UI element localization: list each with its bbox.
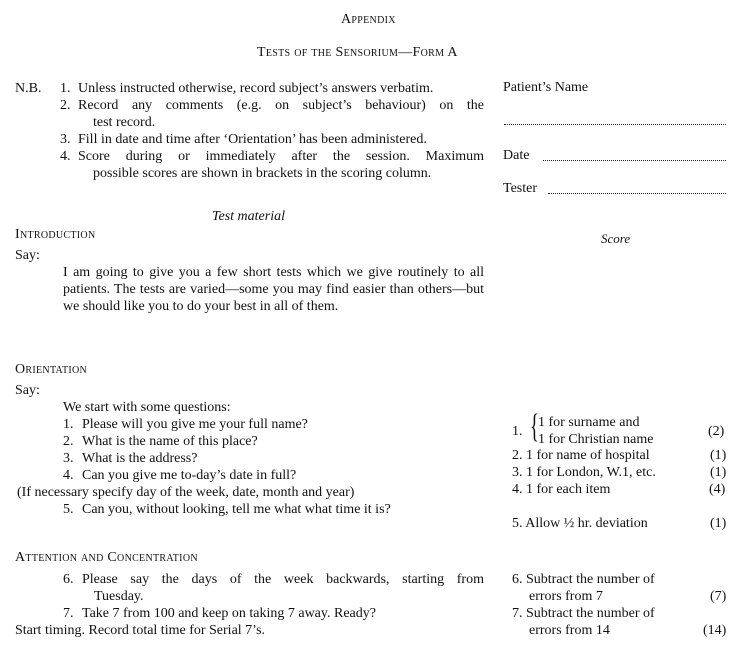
test-material-label: Test material — [212, 209, 285, 224]
score-7-max: (14) — [703, 623, 727, 638]
nb-item-1-num: 1. — [60, 81, 71, 96]
patient-name-field[interactable] — [504, 124, 726, 125]
nb-item-1: Unless instructed otherwise, record subject’s answers verbatim. — [78, 81, 434, 96]
nb-item-4-cont: possible scores are shown in brackets in the scoring column. — [93, 166, 432, 181]
introduction-paragraph: I am going to give you a few short tests which we give routinely to all patients. The tests are varied—some you may find easier than others—but we should like you to do your best in all of them. — [63, 265, 484, 314]
form-title: Tests of the Sensorium—Form A — [257, 45, 458, 60]
attention-q6-cont: Tuesday. — [94, 589, 144, 604]
orientation-q5: Can you, without looking, tell me what what time it is? — [82, 502, 391, 517]
score-4: 4. 1 for each item — [512, 482, 611, 497]
nb-item-3-num: 3. — [60, 132, 71, 147]
score-7-line2: errors from 14 — [529, 623, 610, 638]
score-5: 5. Allow ½ hr. deviation — [512, 516, 648, 531]
score-7-line1: 7. Subtract the number of — [512, 606, 655, 621]
introduction-heading: Introduction — [15, 227, 96, 242]
orientation-heading: Orientation — [15, 362, 88, 377]
score-1-max: (2) — [708, 424, 725, 439]
score-3: 3. 1 for London, W.1, etc. — [512, 465, 656, 480]
score-6-line2: errors from 7 — [529, 589, 603, 604]
score-4-max: (4) — [709, 482, 726, 497]
score-2-max: (1) — [710, 448, 727, 463]
score-1-num: 1. — [512, 424, 523, 439]
attention-timing: Start timing. Record total time for Serial 7’s. — [15, 623, 266, 638]
nb-item-3: Fill in date and time after ‘Orientation’ has been administered. — [78, 132, 427, 147]
nb-item-4-num: 4. — [60, 149, 71, 164]
nb-item-2-num: 2. — [60, 98, 71, 113]
tester-field[interactable] — [548, 193, 726, 194]
orientation-intro: We start with some questions: — [63, 400, 231, 415]
orientation-say: Say: — [15, 383, 40, 398]
orientation-q2-num: 2. — [63, 434, 74, 449]
attention-q6: Please say the days of the week backwards, starting from — [82, 572, 484, 587]
score-1-line1: 1 for surname and — [538, 415, 640, 430]
appendix-title: Appendix — [341, 12, 396, 27]
attention-q6-num: 6. — [63, 572, 74, 587]
date-label: Date — [503, 148, 530, 163]
nb-item-2: Record any comments (e.g. on subject’s behaviour) on the — [78, 98, 484, 113]
patient-name-label: Patient’s Name — [503, 80, 589, 95]
nb-item-2-cont: test record. — [93, 115, 156, 130]
orientation-q2: What is the name of this place? — [82, 434, 258, 449]
attention-heading: Attention and Concentration — [15, 550, 198, 565]
score-label: Score — [601, 231, 631, 246]
attention-q7: Take 7 from 100 and keep on taking 7 away. Ready? — [82, 606, 376, 621]
orientation-q3: What is the address? — [82, 451, 198, 466]
tester-label: Tester — [503, 181, 538, 196]
orientation-q5-num: 5. — [63, 502, 74, 517]
score-6-line1: 6. Subtract the number of — [512, 572, 655, 587]
score-6-max: (7) — [710, 589, 727, 604]
orientation-q1: Please will you give me your full name? — [82, 417, 308, 432]
nb-item-4: Score during or immediately after the session. Maximum — [78, 149, 484, 164]
orientation-q1-num: 1. — [63, 417, 74, 432]
score-1-brace: { — [530, 408, 539, 445]
nb-label: N.B. — [15, 81, 42, 96]
orientation-q4-num: 4. — [63, 468, 74, 483]
score-1-line2: 1 for Christian name — [538, 432, 654, 447]
orientation-q3-num: 3. — [63, 451, 74, 466]
introduction-say: Say: — [15, 248, 40, 263]
score-2: 2. 1 for name of hospital — [512, 448, 650, 463]
orientation-q4: Can you give me to-day’s date in full? — [82, 468, 297, 483]
score-5-max: (1) — [710, 516, 727, 531]
date-field[interactable] — [543, 160, 726, 161]
score-3-max: (1) — [710, 465, 727, 480]
orientation-note: (If necessary specify day of the week, date, month and year) — [17, 485, 355, 500]
attention-q7-num: 7. — [63, 606, 74, 621]
